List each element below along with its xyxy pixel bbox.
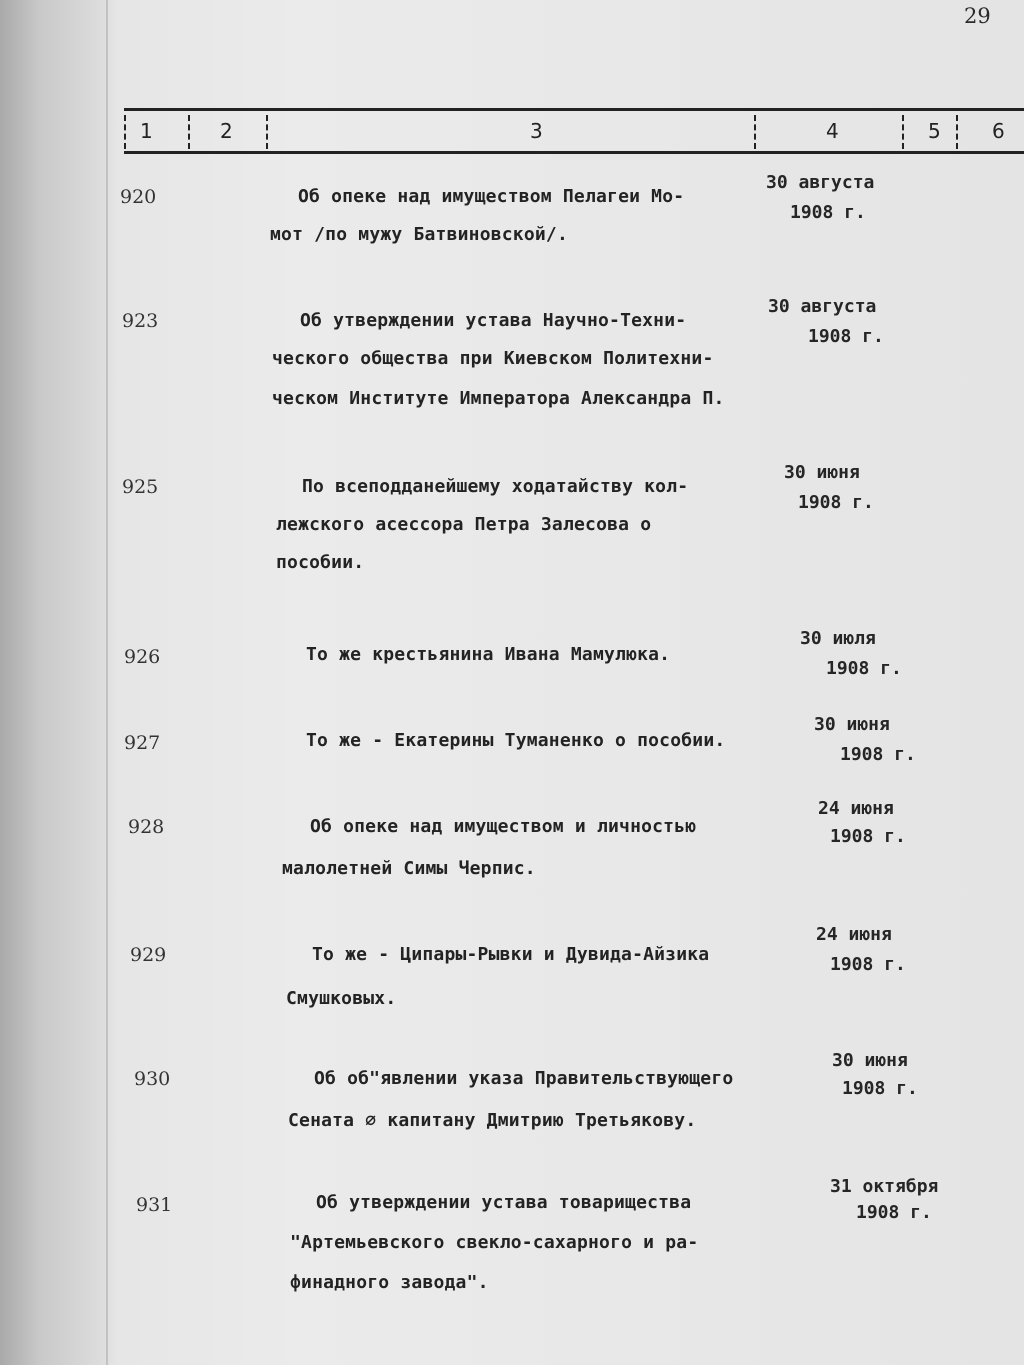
row-title-line: "Артемьевского свекло-сахарного и ра- <box>290 1232 699 1253</box>
row-date-year: 1908 г. <box>842 1078 918 1099</box>
row-title-line: ческого общества при Киевском Политехни- <box>272 348 714 369</box>
row-title-line: финадного завода". <box>290 1272 489 1293</box>
row-title-line: То же - Екатерины Туманенко о пособии. <box>306 730 726 751</box>
row-number: 928 <box>128 816 165 838</box>
row-date-year: 1908 г. <box>856 1202 932 1223</box>
row-date-day: 30 августа <box>768 296 877 317</box>
row-number: 925 <box>122 476 159 498</box>
row-title-line: пособии. <box>276 552 365 573</box>
row-title-line: То же - Ципары-Рывки и Дувида-Айзика <box>312 944 710 965</box>
row-number: 923 <box>122 310 159 332</box>
row-date-day: 24 июня <box>818 798 894 819</box>
row-number: 926 <box>124 646 161 668</box>
column-separator <box>902 115 904 149</box>
row-title-line: То же крестьянина Ивана Мамулюка. <box>306 644 671 665</box>
row-title-line: Об утверждении устава Научно-Техни- <box>300 310 687 331</box>
row-title-line: Сената ∅ капитану Дмитрию Третьякову. <box>288 1110 697 1131</box>
column-header-3: 3 <box>530 119 543 143</box>
row-date-year: 1908 г. <box>790 202 866 223</box>
row-title-line: лежского асессора Петра Залесова о <box>276 514 652 535</box>
row-date-day: 30 июня <box>832 1050 908 1071</box>
row-date-day: 30 июня <box>784 462 860 483</box>
row-date-year: 1908 г. <box>798 492 874 513</box>
row-number: 920 <box>120 186 157 208</box>
row-date-day: 31 октября <box>830 1176 939 1197</box>
row-date-day: 30 июня <box>814 714 890 735</box>
row-number: 929 <box>130 944 167 966</box>
column-separator <box>754 115 756 149</box>
row-title-line: Об опеке над имуществом Пелагеи Мо- <box>298 186 685 207</box>
row-title-line: малолетней Симы Черпис. <box>282 858 536 879</box>
column-header-5: 5 <box>928 119 941 143</box>
row-date-day: 30 июля <box>800 628 876 649</box>
row-title-line: Об опеке над имуществом и личностью <box>310 816 697 837</box>
row-date-day: 24 июня <box>816 924 892 945</box>
row-date-year: 1908 г. <box>840 744 916 765</box>
row-number: 931 <box>136 1194 173 1216</box>
binding-gutter <box>106 0 108 1365</box>
row-date-year: 1908 г. <box>808 326 884 347</box>
row-number: 927 <box>124 732 161 754</box>
page-number: 29 <box>964 4 991 28</box>
row-date-year: 1908 г. <box>826 658 902 679</box>
row-title-line: мот /по мужу Батвиновской/. <box>270 224 568 245</box>
column-header-1: 1 <box>140 119 153 143</box>
column-separator <box>124 115 126 149</box>
row-title-line: Смушковых. <box>286 988 397 1009</box>
row-number: 930 <box>134 1068 171 1090</box>
row-date-day: 30 августа <box>766 172 875 193</box>
row-title-line: Об об"явлении указа Правительствующего <box>314 1068 734 1089</box>
column-separator <box>266 115 268 149</box>
column-header-6: 6 <box>992 119 1005 143</box>
row-title-line: По всеподданейшему ходатайству кол- <box>302 476 689 497</box>
column-header-2: 2 <box>220 119 233 143</box>
row-date-year: 1908 г. <box>830 954 906 975</box>
column-header-4: 4 <box>826 119 839 143</box>
column-separator <box>188 115 190 149</box>
row-title-line: Об утверждении устава товарищества <box>316 1192 692 1213</box>
column-header-table <box>124 108 1024 154</box>
row-title-line: ческом Институте Императора Александра П. <box>272 388 725 409</box>
row-date-year: 1908 г. <box>830 826 906 847</box>
column-separator <box>956 115 958 149</box>
